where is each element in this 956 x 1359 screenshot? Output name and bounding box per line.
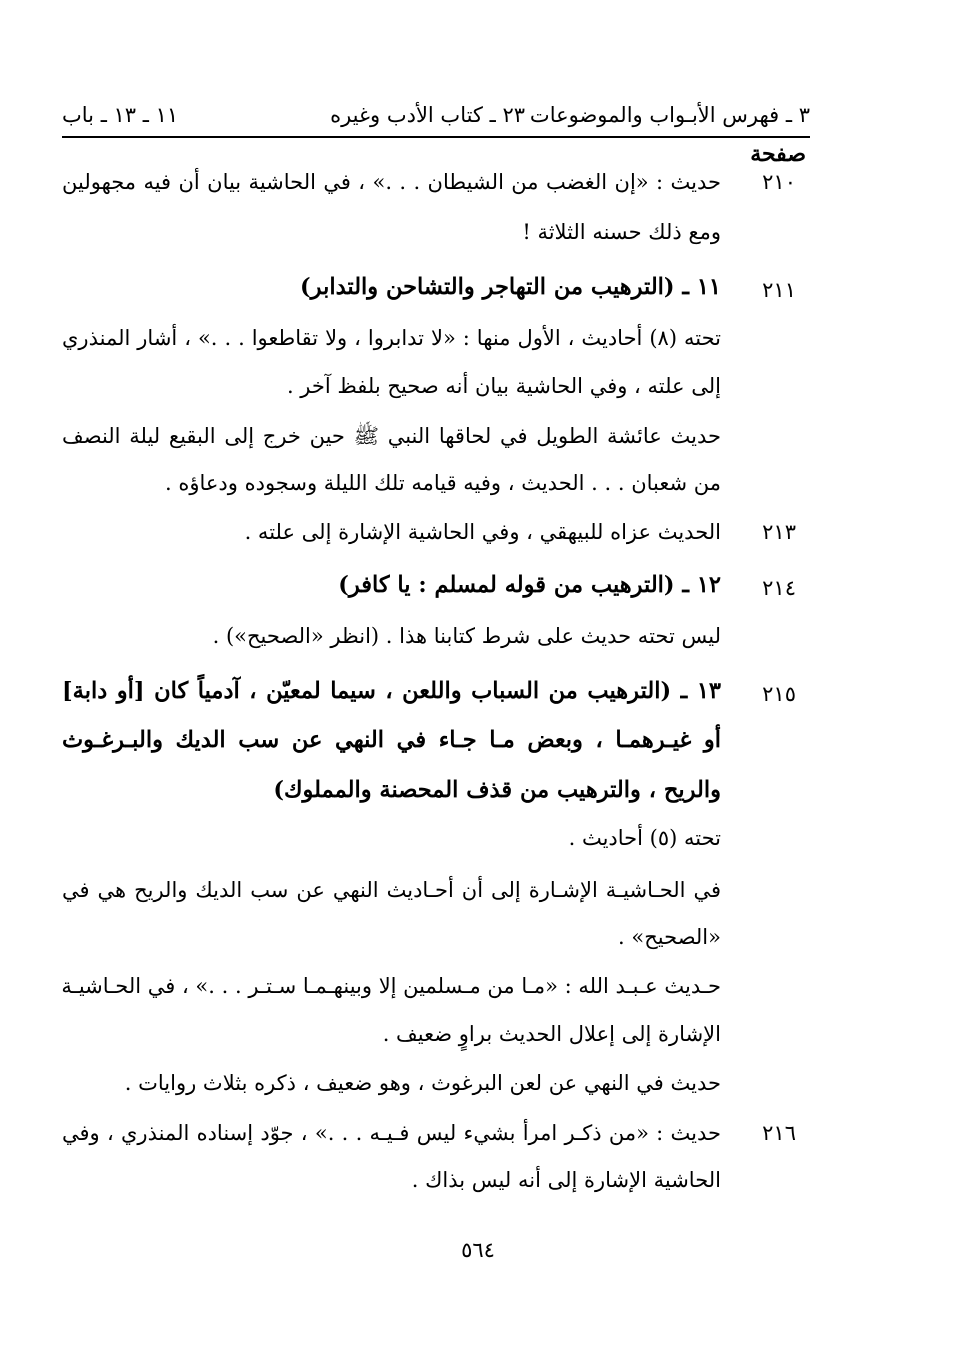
- entry-text-line: تحته (٥) أحاديث .: [568, 826, 721, 850]
- entry-text-line: «الصحيح» .: [618, 925, 721, 949]
- section-heading-line: ١٣ ـ (الترهيب من السباب واللعن ، سيما لمعيّن ، آدمياً كان [أو دابة]: [62, 678, 721, 704]
- entry-text-line: تحته (٨) أحاديث ، الأول منها : «لا تدابروا ، ولا تقاطعوا . . .» ، أشار المنذري: [62, 326, 721, 350]
- entry-text-line: في الحـاشيـة الإشـارة إلى أن أحـاديث النهي عن سب الديك والريح هي في: [62, 878, 721, 902]
- header-chapter-range: ١١ ـ ١٣ ـ باب: [62, 103, 179, 127]
- entry-page-number: ٢١٣: [762, 520, 796, 544]
- entry-text-line: حديث : «إن الغضب من الشيطان . . .» ، في الحاشية بيان أن فيه مجهولين: [62, 170, 721, 194]
- entry-text-line: حـديث عـبـد الله : «مـا من مـسلمين إلا وبينهـمـا سـتـر . . .» ، في الحـاشيـة: [61, 974, 721, 998]
- header-section-title: ٣ ـ فهرس الأبـواب والموضوعات: [529, 103, 810, 127]
- entry-page-number: ٢١٦: [762, 1121, 796, 1145]
- header-book-title: ٢٣ ـ كتاب الأدب وغيره: [330, 103, 525, 127]
- section-heading-line: والريح ، والترهيب من قذف المحصنة والمملوك): [273, 777, 721, 803]
- page-number: ٥٦٤: [461, 1238, 495, 1262]
- entry-text-line: حديث : «من ذكـر امرأ بشيء ليس فـيـه . . .» ، جوّد إسناده المنذري ، وفي: [62, 1121, 721, 1145]
- entry-text-line: ليس تحته حديث على شرط كتابنا هذا . (انظر «الصحيح») .: [212, 624, 721, 648]
- entry-text-line: الإشارة إلى إعلال الحديث براوٍ ضعيف .: [382, 1022, 721, 1046]
- entry-page-number: ٢١١: [762, 278, 796, 302]
- entry-text-line: الحديث عزاه للبيهقي ، وفي الحاشية الإشارة إلى علته .: [244, 520, 721, 544]
- entry-text-line: حديث عائشة الطويل في لحاقها النبي ﷺ حين خرج إلى البقيع ليلة النصف: [62, 424, 721, 448]
- section-heading-line: أو غيـرهمـا ، وبعض مـا جـاء في النهي عن سب الديك والبـرغـوث: [62, 727, 721, 753]
- entry-page-number: ٢١٤: [762, 576, 796, 600]
- section-heading: ١١ ـ (الترهيب من التهاجر والتشاحن والتدابر): [300, 274, 721, 300]
- header-rule: [62, 136, 810, 138]
- entry-text-line: من شعبان . . . الحديث ، وفيه قيامه تلك الليلة وسجوده ودعاؤه .: [165, 471, 721, 495]
- running-header: [62, 103, 810, 135]
- entry-page-number: ٢١٠: [762, 170, 796, 194]
- entry-page-number: ٢١٥: [762, 682, 796, 706]
- entry-text-line: إلى علته ، وفي الحاشية بيان أنه صحيح بلفظ آخر .: [286, 374, 721, 398]
- entry-text-line: الحاشية الإشارة إلى أنه ليس بذاك .: [411, 1168, 721, 1192]
- page-column-label: صفحة: [750, 141, 806, 167]
- section-heading: ١٢ ـ (الترهيب من قوله لمسلم : يا كافر): [338, 572, 721, 598]
- entry-text-line: ومع ذلك حسنه الثلاثة !: [522, 220, 721, 244]
- entry-text-line: حديث في النهي عن لعن البرغوث ، وهو ضعيف ، ذكره بثلاث روايات .: [124, 1071, 721, 1095]
